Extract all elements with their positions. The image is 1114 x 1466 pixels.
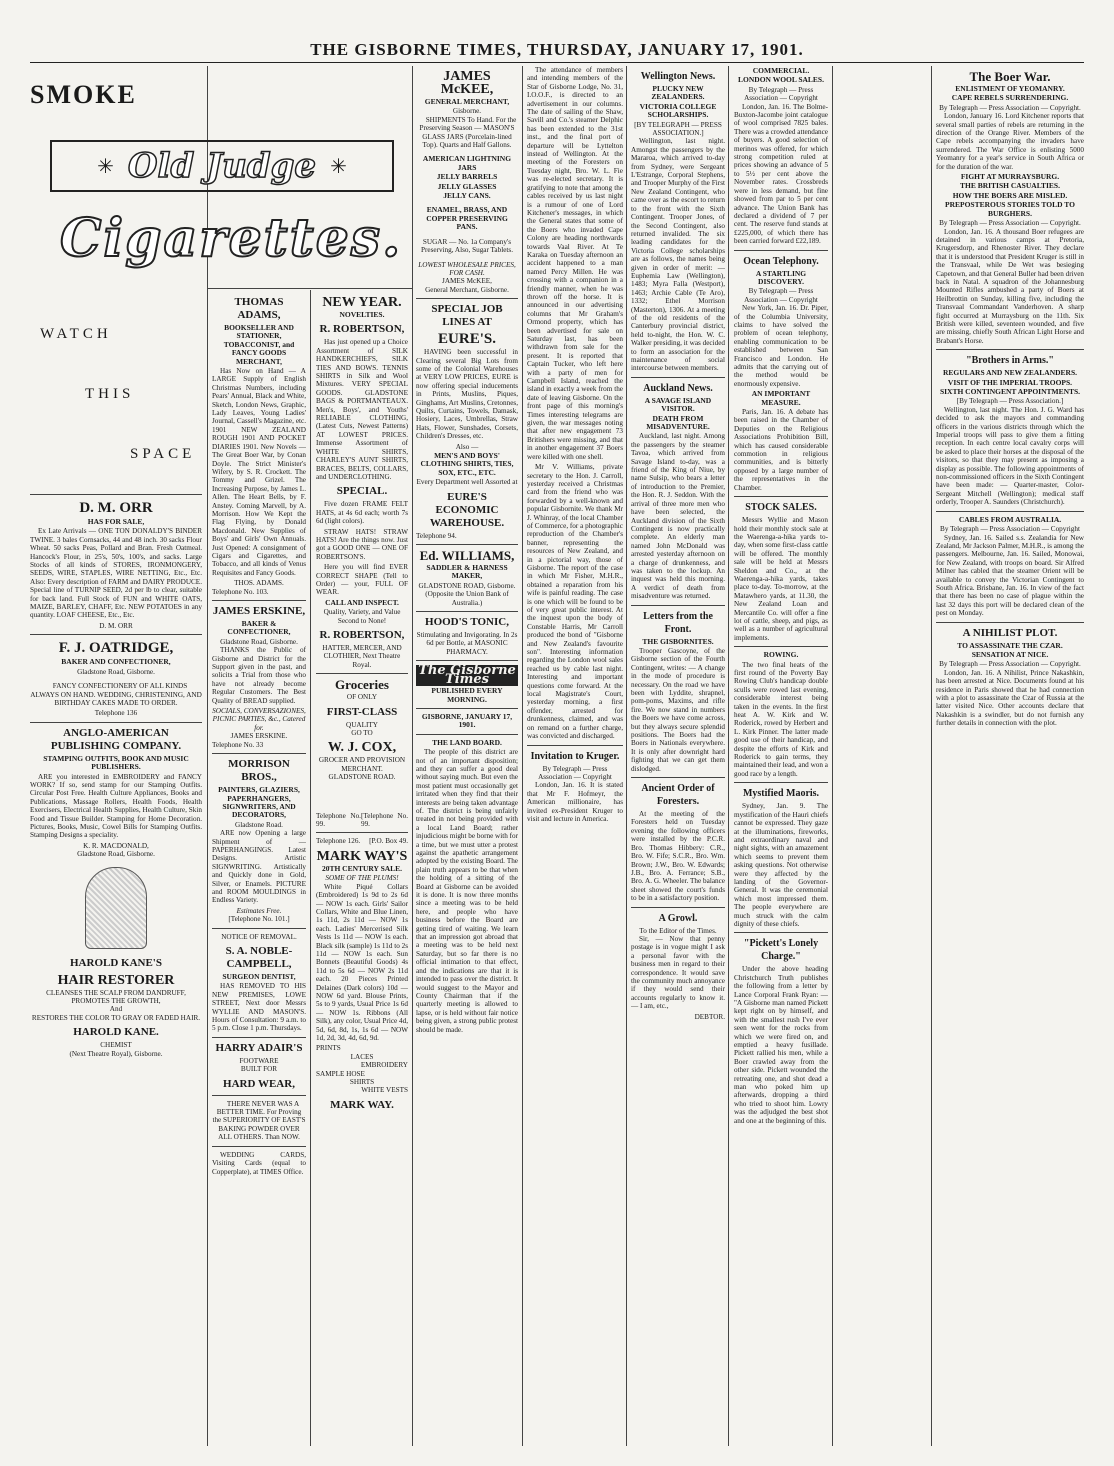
growl-heading: A Growl. [658,912,698,924]
death: DEATH FROM MISADVENTURE. [646,413,710,432]
markway-tel: Telephone 126. [316,837,361,846]
eures-tel: Telephone 94. [416,531,457,540]
divider [212,1037,306,1038]
divider [316,673,408,674]
markway-name: MARK WAY'S [316,848,408,864]
morrison-body: ARE now Opening a large Shipment of — PAPERHANGINGS. Latest Designs. Artistic SIGNWRITING. Artistically and Quickly done in Gold, Silver, or Enamels. PICTURE and ROOM MOULDINGS in Endless Variety. [212,829,306,905]
mckee-sign: JAMES McKEE, [442,277,492,286]
quality: Quality, Variety, and Value Second to None! [323,608,401,625]
column-6 [631,66,725,1442]
divider [936,349,1084,350]
mckee-body: SHIPMENTS To Hand. For the Preserving Season — MASON'S GLASS JARS (Porcelain-lined Top). Quarts and Half Gallons. [419,115,517,150]
embroidery: EMBROIDERY [360,1061,408,1070]
brothers-heading: "Brothers in Arms." [966,355,1054,367]
column-divider [522,66,523,1446]
column-divider [931,66,932,1446]
special-heading: SPECIAL. [336,485,388,498]
invitation-heading: Invitation to Kruger. [530,750,620,762]
markway-sale: 20TH CENTURY SALE. [321,863,403,873]
morrison-addr: Gladstone Road. [235,820,283,829]
by-5: By Telegraph — Press Association — Copyright. [939,660,1081,669]
straw-hats: STRAW HATS! STRAW HATS! Are the things now. Just got a GOOD ONE — ONE OF ROBERTSON'S. [316,527,408,561]
divider [734,646,828,647]
invitation-by: By Telegraph — Press Association — Copyright [538,764,612,781]
masthead-rule [30,62,1084,63]
mystified-heading: Mystified Maoris. [742,788,820,800]
felt-hats-2: Here you will find EVER CORRECT SHAPE (Tell to Order) — your, FULL OF WEAR. [316,563,408,597]
mckee-sugar: SUGAR — No. 1a Company's Preserving, Also, Sugar Tablets. [421,237,513,255]
sixth: SIXTH CONTINGENT APPOINTMENTS. [939,387,1081,396]
savage: A SAVAGE ISLAND VISITOR. [644,395,712,414]
kane-name: HAROLD KANE. [73,1026,159,1039]
old-judge-advert [30,80,405,280]
by-1: By Telegraph — Press Association — Copyright. [939,103,1081,112]
foresters-body: At the meeting of the Foresters held on Tuesday evening the following officers were installed by the P.C.R. Bro. Thomas Hibbery: C.R., Bro. W. Fife; S.C.R., Bro. Wm. Brown; J.W., Bro. W. Edwards; J.B., Bro. A. Ferrance; S.B., Bro. A. G. Wheeler. The balance sheet showed the court's funds to be in a satisfactory position. [631,810,725,903]
cox-tel: Telephone No. 99. [316,811,361,829]
boerwar-heading: The Boer War. [969,69,1051,84]
orr-body: Ex Late Arrivals — ONE TON DONALDY'S BINDER TWINE. 3 bales Cornsacks, 44 and 48 inch. 30 sacks Flour Wheat. 50 sacks Peas, Pollard and Bran. Fresh Oatmeal. Hancock's Flour, in 25's, 50's, 100's, and sacks. Large Stocks of all kinds of STORES, IRONMONGERY, SEEDS, WIRE, STAPLES, WIRE NETTING, Etc., Etc. Also: Every description of FARM and DAIRY PRODUCE. Special line of TURNIP SEED, 2d per lb to clear, suitable for back land. Full Stock of FUN and WHITE OATS, MAIZE, BARLEY, CHAFF, Etc. NEW POTATOES in any quantity. LOAF CHEESE, Etc., Etc. [30,527,202,620]
column-5 [527,66,623,1442]
letters-body: Trooper Gascoyne, of the Gisborne section of the Fourth Contingent, writes: — A change in the mode of procedure is necessary. On the road we have been with Lyddite, shrapnel, pom-poms, Maxims, and rifle fire. We now stand in numbers the Boers we have come across, but they always secure splendid positions. The Boers had the Boers in Nationals everywhere. It is only after downright hard fighting that we can get them dislodged. [631,646,725,773]
adams-sign: THOS. ADAMS. [234,579,284,588]
divider [527,745,623,746]
williams-sub: SADDLER & HARNESS MAKER, [426,563,508,581]
nihilist-body: London, Jan. 16. A Nihilist, Prince Nakashkin, has been arrested at Nice. Documents found at his residence in Paris showed that he had connection with a plot to assassinate the Czar of Russia at the latter visited Nice. Other accounts declare that Nakashkin is a swindler, but do not furnish any further details in connection with the plot. [936,668,1084,728]
erskine-name: JAMES ERSKINE, [212,605,306,617]
robertson2-name: R. ROBERTSON, [319,629,405,641]
auckland-body: Auckland, last night. Among the passengers by the steamer Tavoa, which arrived from Savage Island to-day, was a friend of the King of Niue, by name Sulsip, who bears a letter of introduction to the Premier, the Hon. R. J. Seddon. With the arrival of three more men who have been selected, the Auckland division of the Sixth Contingent is now practically complete. An elderly man named John McDonald was arrested yesterday afternoon on a charge of drunkenness, and was taken to the lockup. An inquest was held this morning. A verdict of death from misadventure was returned. [631,432,725,601]
wool-heading: LONDON WOOL SALES. [738,75,824,85]
divider [631,377,725,378]
mckee-sign2: General Merchant, Gisborne. [425,285,509,294]
divider [30,634,202,635]
old-judge-box [50,140,394,192]
rowing-heading: ROWING. [763,650,799,660]
ocean-by: By Telegraph — Press Association — Copyright [744,287,818,304]
erskine-socials: SOCIALS, CONVERSAZIONES, PICNIC PARTIES, &c., Catered for. [212,707,306,732]
eures-body: HAVING been successful in Clearing several Big Lots from some of the Colonial Warehouses at VERY LOW PRICES, EURE is now offering special inducements in Prints, Muslins, Piques, Ginghams, Art Muslins, Cretonnes, Quilts, Curtains, Towels, Damask, Hosiery, Laces, Umbrellas, Straw Hats, Flower, Sunshades, Corsets, Children's Dresses, etc. [416,348,518,441]
cox-tel2: [Telephone No. 99. [360,811,408,829]
anglo-sub: STAMPING OUTFITS, BOOK AND MUSIC PUBLISHERS. [43,753,189,772]
laces: LACES [350,1052,374,1061]
williams-opp: (Opposite the Union Bank of Australia.) [425,590,509,607]
divider [631,605,725,606]
growl-body: Sir, — Now that penny postage is in vogue might I ask a personal favor with the business men in regard to their correspondence. It would save the community much annoyance if they would send their accounts regularly to know it. — I am, etc., [631,934,725,1011]
mckee-glasses: JELLY GLASSES [437,181,497,191]
wool-by: By Telegraph — Press Association — Copyright [744,85,818,103]
times-date: GISBORNE, JANUARY 17, 1901. [421,711,513,730]
adair-hard: HARD WEAR, [223,1077,295,1090]
orr-sign: D. M. ORR [99,621,133,630]
wedding-cards: WEDDING CARDS, Visiting Cards (equal to Copperplate), at TIMES Office. [212,1150,306,1176]
morrison-sub: PAINTERS, GLAZIERS, PAPERHANGERS, SIGNWRITERS, AND DECORATORS, [218,785,300,820]
decorative-ornament: ✳ [330,154,347,178]
divider [212,753,306,754]
erskine-addr: Gladstone Road, Gisborne. [220,637,298,646]
sample-hose: SAMPLE HOSE [316,1069,365,1078]
smith-name: S. A. NOBLE-CAMPBELL, [225,945,293,970]
cox-addr: GLADSTONE ROAD. [328,773,396,782]
rowing-body: The two final heats of the first round of the Poverty Bay Rowing Club's handicap double sculls were rowed last evening, considerable interest being taken in the events. In the first heat A. W. Kirk and W. Roderick, rowed by Herbert and L. Kirk Pinner. The latter made good use of their handicap, and despite the efforts of Kirk and Roderick to gain terms, they maintained their lead, and won a good race by a length. [734,660,828,778]
cigarettes-title: Cigarettes. [60,208,403,269]
morrison-name: MORRISON BROS., [228,758,290,784]
column-1 [30,290,202,1440]
divider [416,708,518,709]
hood-tonic: HOOD'S TONIC, [425,616,509,629]
markway-tel-row [316,837,408,845]
orr-sub: HAS FOR SALE, [87,517,145,526]
column-4 [416,66,518,1442]
groc-first: FIRST-CLASS [326,705,398,718]
divider [212,928,306,929]
times-pub: PUBLISHED EVERY MORNING. [431,686,503,704]
misled: HOW THE BOERS ARE MISLED. [952,190,1068,200]
boer-body-2: London, Jan. 16. A thousand Boer refugees are detained in various camps at Pretoria, Krugersdorp, and Rhenoster River. They declare that it is understood that President Kruger is still in the Transvaal, while De Wet was besieging Capetown, and that General Buller had been driven back in Natal. A squadron of the Johannesburg Mounted Rifles ambushed a party of Boers at Heilbrottin on Sunday, killing five, including the Transvaal Commandant Vanderhoven. A sharp fight occurred at Murraysburg on the 11th. Six British were killed, seventeen wounded, and five are missing, chiefly South African Light Horse and Brabant's Horse. [936,227,1084,345]
eures-shirts: MEN'S AND BOYS' CLOTHING SHIRTS, TIES, SOX, ETC., ETC. [420,451,514,477]
erskine-sign: JAMES ERSKINE. [230,732,288,741]
felt-hats: Five dozen FRAME FELT HATS, at 4s 6d each; worth 7s 6d (light colors). [316,500,408,526]
commercial: COMMERCIAL. [752,66,810,75]
divider [316,832,408,833]
divider [416,660,518,661]
ocean-heading: Ocean Telephony. [743,255,819,267]
kane-chem: CHEMIST [100,1041,132,1050]
robertson2-sub: HATTER, MERCER, AND CLOTHIER, Next Theatre Royal. [322,644,402,669]
divider [416,611,518,612]
groc-goto: GO TO [351,729,373,738]
by-4: By Telegraph — Press Association — Copyright [940,525,1080,534]
anglo-body: ARE you interested in EMBROIDERY and FANCY WORK? If so, send stamp for our Stamping Outfits. Circular Post Free. Health Culture Appliances, Books and Publications, Massage Rollers, Health Foods, Health Exercisers, Electrical Health Supplies, Health Culture, Skin Food and Tissue Builder. Stamping for Home Decoration. Pictures, Books, Music, Cowel Bills for Stamping Outfits. Stamping Designs a speciality. [30,772,202,840]
erskine-body: THANKS the Public of Gisborne and District for the Support given in the past, and solicits a Trial from those who have not already become Regular Customers. The Best Quality of BREAD supplied. [212,646,306,705]
kane-title: HAROLD KANE'S [70,956,162,969]
measure-body: Paris, Jan. 16. A debate has been raised in the Chamber of Deputies on the Religious Associations Prohibition Bill, which has caused considerable commotion in religious communities, and is bitterly opposed by a large number of the representatives in the Chamber. [734,408,828,492]
kane-body2: PROMOTES THE GROWTH, [71,997,161,1005]
space-text: SPACE [130,446,196,462]
watch-text: WATCH [40,326,112,342]
mckee-cans: JELLY CANS. [443,191,491,201]
mckee-enamel: ENAMEL, BRASS, AND COPPER PRESERVING PANS. [426,205,508,232]
divider [30,494,202,495]
orr-name: D. M. ORR [79,500,153,516]
by-telegraph: [BY TELEGRAPH — PRESS ASSOCIATION.] [634,120,722,138]
oatridge-name: F. J. OATRIDGE, [58,640,174,657]
decorative-ornament: ✳ [97,154,114,178]
divider [212,600,306,601]
growl-sign: DEBTOR. [694,1012,725,1021]
divider [212,1095,306,1096]
east-body: THERE NEVER WAS A BETTER TIME. For Proving the SUPERIORITY OF EAST'S BAKING POWDER OVER ALL OTHERS. Than NOW. [212,1099,306,1142]
column-divider [832,66,833,1446]
eures-econ: EURE'S ECONOMIC WAREHOUSE. [429,490,505,529]
nihilist-heading: A NIHILIST PLOT. [962,626,1058,639]
adair-name: HARRY ADAIR'S [215,1041,303,1054]
kane-hair: HAIR RESTORER [57,972,175,988]
foresters-heading: Ancient Order of Foresters. [641,783,715,808]
divider [936,511,1084,512]
mckee-name: JAMES McKEE, [440,69,494,97]
erskine-sub: BAKER & CONFECTIONER, [227,619,291,637]
enlist: ENLISTMENT OF YEOMANRY. [955,84,1065,93]
masthead: THE GISBORNE TIMES, THURSDAY, JANUARY 17, 1901. [310,40,804,59]
mckee-lowest: LOWEST WHOLESALE PRICES, FOR CASH. [418,260,516,277]
sensation: SENSATION AT NICE. [971,649,1049,659]
eures-also: Also — [455,442,479,451]
wellington-body: Wellington, last night. Amongst the passengers by the Mararoa, which arrived to-day from Sydney, were Sergeant L'Estrange, Corporal Stephens, and Trooper Murphy of the First New Zealand Contingent, who came over as the escort to return to the front with the Sixth Contingent. Trooper Jones, of the Second Contingent, also returned invalided. The six leading candidates for the Victoria College scholarships are as follows, the names being given in order of merit: — Euphemia Law (Wellington), 1483; Myra Falla (Westport), 1463; Archie Cable (Te Aro), 1332; Ethel Morrison (Masterton), 1306. At a meeting of the old residents of the Canterbury provincial district, held to-night, the Hon. W. C. Walker presiding, it was decided to form an association for the maintenance of social intercourse between members. [631,137,725,373]
divider [631,777,725,778]
smith-notice: NOTICE OF REMOVAL. [221,932,297,941]
column-divider [310,290,311,1446]
adams-name: THOMAS ADAMS, [234,296,284,321]
invitation-body: London, Jan. 16. It is stated that Mr F. Hofmeyr, the American millionaire, has invited ex-President Kruger to visit and lecture in America. [527,781,623,823]
pickett-heading: "Pickett's Lonely Charge." [743,938,819,963]
divider [416,734,518,735]
prints: PRINTS [316,1044,341,1053]
kane-body1: CLEANSES THE SCALP FROM DANDRUFF, [46,988,186,997]
oatridge-sub: BAKER AND CONFECTIONER, [61,657,171,667]
markway-box: [P.O. Box 49. [369,837,408,846]
groceries-heading: Groceries [335,677,389,693]
anglo-agent: K. R. MACDONALD, [83,841,149,850]
mckee-barrels: JELLY BARRELS [436,172,498,182]
oatridge-body: FANCY CONFECTIONERY OF ALL KINDS ALWAYS ON HAND. WEDDING, CHRISTENING, AND BIRTHDAY CAKES MADE TO ORDER. [30,682,202,707]
williams-addr: GLADSTONE ROAD, Gisborne. [418,581,516,590]
kane-body3: RESTORES THE COLOR TO GRAY OR FADED HAIR. [31,1013,201,1022]
divider [734,932,828,933]
adams-tel: Telephone No. 103. [212,587,269,596]
markway-sign: MARK WAY. [330,1098,394,1111]
mckee-sub: GENERAL MERCHANT, [424,97,510,106]
cables-heading: CABLES FROM AUSTRALIA. [958,514,1062,524]
groc-quality: QUALITY [346,720,378,729]
regulars: REGULARS AND NEW ZEALANDERS. [942,368,1078,378]
cables-body: Sydney, Jan. 16. Sailed s.s. Zealandia for New Zealand, Mr Jackson Palmer, M.H.R., is among the passengers. Melbourne, Jan. 16. Sailed, Monowai, for New Zealand, with troops on board. Sir Alfred Milner has cabled that the steamer Orient will be available to convey the Victorian Contingent to South Africa. Brisbane, Jan. 16. In view of the fact that there has been no case of plague within the last 32 days this port will be declared clean of the pest on Monday. [936,533,1084,618]
kane-addr: (Next Theatre Royal), Gisborne. [69,1049,163,1058]
auckland-heading: Auckland News. [643,382,713,394]
smoke-heading: SMOKE [30,80,137,109]
hood-body: Stimulating and Invigorating. In 2s 6d per Bottle, at MASONIC PHARMACY. [416,631,518,656]
anglo-addr: Gladstone Road, Gisborne. [77,850,155,859]
column-3 [316,292,408,1442]
plucky: PLUCKY NEW ZEALANDERS. [651,84,705,102]
by-3: [By Telegraph — Press Association.] [956,397,1064,406]
rebels: CAPE REBELS SURRENDERING. [951,93,1069,103]
divider [734,496,828,497]
morrison-tel: [Telephone No. 101.] [228,915,290,924]
letters-heading: Letters from the Front. [643,610,713,635]
murraysburg: FIGHT AT MURRAYSBURG. [960,172,1060,182]
erskine-tel: Telephone No. 33 [212,740,264,749]
divider [30,722,202,723]
portrait-illustration [85,867,147,949]
eures-every: Every Department well Assorted at [416,478,518,487]
smith-body: HAS REMOVED TO HIS NEW PREMISES, LOWE STREET, Next door Messrs WYLLIE AND MASON'S. Hours of Consultation: 9 a.m. to 5 p.m. Close 1 p.m. Thursdays. [212,982,306,1033]
adair-built: BUILT FOR [240,1065,278,1074]
morrison-est: Estimates Free. [236,906,282,915]
column-8 [936,66,1084,1442]
cox-sub: GROCER AND PROVISION MERCHANT. [318,756,406,773]
markway-body: White Piqué Collars (Embroidered) 1s 9d to 2s 6d — NOW 1s each. Girls' Sailor Collars, White and Blue Linen, 1s 11d, 2s 11d — NOW 1s each. Ladies' Mercerised Silk Vests 1s 11d — NOW 1s each. Black silk (sample) 1s 11d to 2s 11d — NOW 1s each. Sun Bonnets (Beautiful Goods) 4s 11d to 5s 6d — NOW 2s 11d each. 20 Pieces Printed Delaines (Dark colors) 10d — NOW 6d yard. Blouse Prints, 5s to 9 yards, Usual Price 1s 6d — NOW 1s. Ribbons (All Silk), any color, Usual Price 4d, 5d, 6d, 8d, 1s, 1s 6d — NOW 1d, 2d, 3d, 4d, 6d, 9d. [316,882,408,1042]
sixth-body: Wellington, last night. The Hon. J. G. Ward has decided to ask the mayors and commanding officers in the various districts through which the Imperial troops will pass to give them a fitting reception. In each centre local cavalry corps will be asked to place their horses at the disposal of the visitors, so that they may present as imposing a display as possible. The following appointments of non-commissioned officers in the Sixth Contingent have been made: — Quarter-master, Color-Sergeant Mitchell (Wellington); medical staff orderly, Trooper A. Saunders (Christchurch). [936,405,1084,507]
call-inspect: CALL AND INSPECT. [325,597,399,607]
preposterous: PREPOSTEROUS STORIES TOLD TO BURGHERS. [945,200,1075,218]
times-title: The Gisborne Times [416,665,518,686]
cox-name: W. J. COX, [327,740,397,756]
divider [734,250,828,251]
measure-heading: AN IMPORTANT MEASURE. [751,389,811,407]
adams-body: Has Now on Hand — A LARGE Supply of English Christmas Numbers, including Pears' Annual, Black and White, Sketch, London News, Graphic, Lady Leaves, Young Ladies' Journal, Cassell's Magazine, etc. 1901 NEW ZEALAND ROUGH 1901 AND POCKET DIARIES 1901. New Novels — The Great Boer War, by Conan Doyle. The Strict Minister's Wifery, by S. R. Crockett. The Tommy and Grizel. The Increasing Purpose, by James L. Allen. The Heart Bells, by F. Anstey. Coming Marvell, by A. Morrison. How We Kept the Flag Flying, by Donald Macdonald. New Supplies of Boys' and Girls' Own Annuals. Just Opened: A consignment of Cigars and Cigarettes, and Tobacco, and all kinds of Venus Requisites and Fancy Goods. [212,367,306,577]
watch-this-space [30,290,202,490]
oatridge-tel: Telephone 136 [94,709,138,718]
victoria: VICTORIA COLLEGE SCHOLARSHIPS. [639,101,717,120]
divider [212,1146,306,1147]
robertson-body: Has just opened up a Choice Assortment of SILK HANDKERCHIEFS, SILK TIES AND BOWS. TENNIS SHIRTS in Silk and Wool Mixtures. VERY SPECIAL GOODS. GLADSTONE BAGS & PORTMANTEAUX. Men's, Boys', and Youths' RELIABLE CLOTHING, (Latest Cuts, Newest Patterns) AT LOWEST PRICES. Immense Assortment of WHITE SHIRTS, CHARLEY'S AUNT SHIRTS, BRACES, BELTS, COLLARS, and UNDERCLOTHING. [316,338,408,481]
groc-only: OF ONLY [346,693,378,702]
williams-name: Ed. WILLIAMS, [419,548,515,564]
by-2: By Telegraph — Press Association — Copyright. [939,219,1081,228]
smith-sub: SURGEON DENTIST, [222,972,296,981]
column-divider [626,66,627,1446]
pickett-body: Under the above heading Christchurch Truth publishes the following from a letter by Lance Corporal Frank Ryan: — "A Gisborne man named Pickett kept right on by himself, and with the smallest rush I've ever seen went for the rocks from which we were fired on, and emptied a heavy fusillade. Pickett rallied his men, while a Boer crawled away from the other side. Pickett wounded the retreating one, and shot dead a man who poked him up afterwards, dropping a third who tried to shoot him. Lowry was the adjudged the best shot and one at the beginning of this. [734,965,828,1125]
wellington-heading: Wellington News. [640,71,716,82]
assassinate: TO ASSASSINATE THE CZAR. [957,640,1063,650]
anglo-name: ANGLO-AMERICAN PUBLISHING COMPANY. [50,726,182,752]
adams-sub: BOOKSELLER AND STATIONER, TOBACCONIST, and FANCY GOODS MERCHANT, [223,323,295,366]
boer-body-1: London, January 16. Lord Kitchener reports that several small parties of rebels are returning in the direction of the Orange River. Members of the Cape rebels accompanying the invaders have surrendered. The War Office is enlisting 5000 Yeomanry for a year's service in South Africa or for the duration of the war. [936,112,1084,171]
stock-heading: STOCK SALES. [745,502,817,514]
kane-and: And [109,1005,123,1014]
robertson-name: R. ROBERTSON, [319,323,405,336]
ad-border-top [207,288,412,289]
column-divider [412,66,413,1446]
landboard-body: The people of this district are not of an important disposition; and they can suffer a good deal without saying much. But even the most patient must occasionally get irritated when they find that their interests are being taken advantage of. The district is being unfairly treated in not being provided with a local Land Board; rather injudicious might be borne with for a time, but we must utter a protest against the apathetic arrangement adopted by the existing Board. The plain truth appears to be that when the holding of a sitting of the Board at Gisborne can be avoided it is done. It is now three months since a meeting was to be held here, and people who have business before the Board are getting tired of waiting. We learn that an impression got abroad that a meeting was to be held next Saturday, but so far there is no official intimation to that effect, and the indications are that it is intended to pass over the district. It would suggest to the Mayor and County Chairman that if the quarterly meeting is allowed to lapse, or is held without fair notice being given, a strong public protest should be made. [416,748,518,1034]
column-divider [728,66,729,1446]
markway-plums: SOME OF THE PLUMS! [325,874,399,883]
shirts: SHIRTS [349,1078,375,1087]
column-7 [734,66,828,1442]
this-text: THIS [85,386,135,402]
mckee-jars: AMERICAN LIGHTNING JARS [422,154,512,172]
growl-to: To the Editor of the Times. [639,926,717,935]
letters-sub: THE GISBORNITES. [642,636,714,646]
old-judge-title: Old Judge [127,146,317,186]
stock-body: Messrs Wyllie and Mason hold their monthly stock sale at the Waerenga-a-hika yards to-day, when some first-class cattle will be offered. The monthly sale will be held at Messrs Sheldon and Co., at the Waerenga-a-hika yards, takes place to-day. To-morrow, at the Matawhero yards, at 11.30, the New Zealand Loan and Mercantile Co. will offer a fine lot of cattle, sheep, and pigs, as well as a number of agricultural implements. [734,516,828,642]
casualties: THE BRITISH CASUALTIES. [960,181,1060,191]
mystified-body: Sydney, Jan. 9. The mystification of the Hauri chiefs cannot be expressed. They gaze at the illuminations, fireworks, and extraordinary naval and night sights, with an amazement which seems to prevent them asking questions. Not otherwise were they affected by the landing of the Governor-General. It was the ceremonial which most impressed them. The people everywhere are much struck with the calm dignity of these chiefs. [734,802,828,928]
divider [416,544,518,545]
divider [416,298,518,299]
ocean-body: New York, Jan. 16. Dr. Piper, of the Columbia University, claims to have solved the problem of ocean telephony, enabling communication to be established between San Francisco and London. He admits that the carrying out of the method would be enormously expensive. [734,304,828,388]
novelties: NOVELTIES. [339,310,385,319]
column-2 [212,292,306,1442]
landboard-heading: THE LAND BOARD. [432,737,502,747]
newyear-heading: NEW YEAR. [322,295,402,310]
wool-body: London, Jan. 16. The Bolme-Buxton-Jacombe joint catalogue of wool comprised 7825 bales. There was a crowded attendance of buyers. A good selection of merinos was offered, for which strong competition ruled at prices showing an advance of 5 to 5½ per cent above the November rates. Crossbreds were in less demand, but fine showed from par to 5 per cent advance. The Union Bank has declared a dividend of 7 per cent. The reserve fund stands at £225,000, of which there has been carried forward £22,189. [734,102,828,246]
adair-sub: FOOTWARE [239,1056,279,1065]
cox-tel-row [316,812,408,829]
white-vests: WHITE VESTS [361,1086,408,1095]
paragraphs-1: The attendance of members and intending members of the Star of Gisborne Lodge, No. 31, I.O.O.F., is directed to an advertisement in our columns. The date of sailing of the Shaw, Savill and Co.'s steamer Delphic has been extended to the 31st inst., and the final port of departure will be Lyttelton instead of Wellington. At the meeting of the Foresters on Tuesday night, Bro. W. L. Fie was re-elected secretary. It is gratifying to note that among the cables received by us last night is a rumour of one of Lord Kitchener's messages, in which the General states that some of the Boers who invaded Cape Colony are heading northwards towards Vaal River. At Te Karaka on Tuesday afternoon an accident happened to a man named Percy Millen. He was crossing with a companion in a friendly manner, when he was thrown off the horse. It is announced in our advertising columns that Mr Graham's Ormond property, which has been advertised for sale on Saturday last, has been withdrawn from sale for the present. It is reported that Captain Tucker, who left here with a party of men for Campbell Island, reached the island in exactly a week from the date of leaving Gisborne. On the front page of this morning's Times interesting telegrams are given, the war messages noting that after new engagement 73 Britishers were missing, and that in another engagement 37 Boers were killed with one shell. [527,66,623,461]
mckee-addr: Gisborne. [452,107,482,116]
visit: VISIT OF THE IMPERIAL TROOPS. [947,377,1073,387]
eures-heading: EURE'S. [438,331,496,348]
divider [936,622,1084,623]
divider [631,907,725,908]
startling: A STARTLING DISCOVERY. [755,268,807,286]
paragraphs-2: Mr V. Williams, private secretary to the Hon. J. Carroll, yesterday received a Christmas card from the friend who was forwarded by a well-known and popular Gisbornite. We thank Mr J. Whinray, of the local Chamber of Commerce, for a photographic reproduction of the Chamber's banner, representing the resources of New Zealand, and in a pictorial way, those of Gisborne. The report of the case in which Mr Fisher, M.H.R., obtained a reparation from his wife is painful reading. The case is one which will be found to be of very great public interest. At the inquest upon the body of Constable Harris, Mr Carroll produced the bond of "Gisborne and New Zealand's favourite son". Interesting information regarding the London wool sales reached us by cable last night. Interesting and important questions come forward. At the local Magistrate's Court, yesterday morning, a first offender, arrested for drunkenness, claimed, and was on remand on a further charge, was convicted and discharged. [527,463,623,741]
oatridge-addr: Gladstone Road, Gisborne. [77,667,155,676]
divider [734,782,828,783]
special-job: SPECIAL JOB LINES AT [431,303,503,329]
